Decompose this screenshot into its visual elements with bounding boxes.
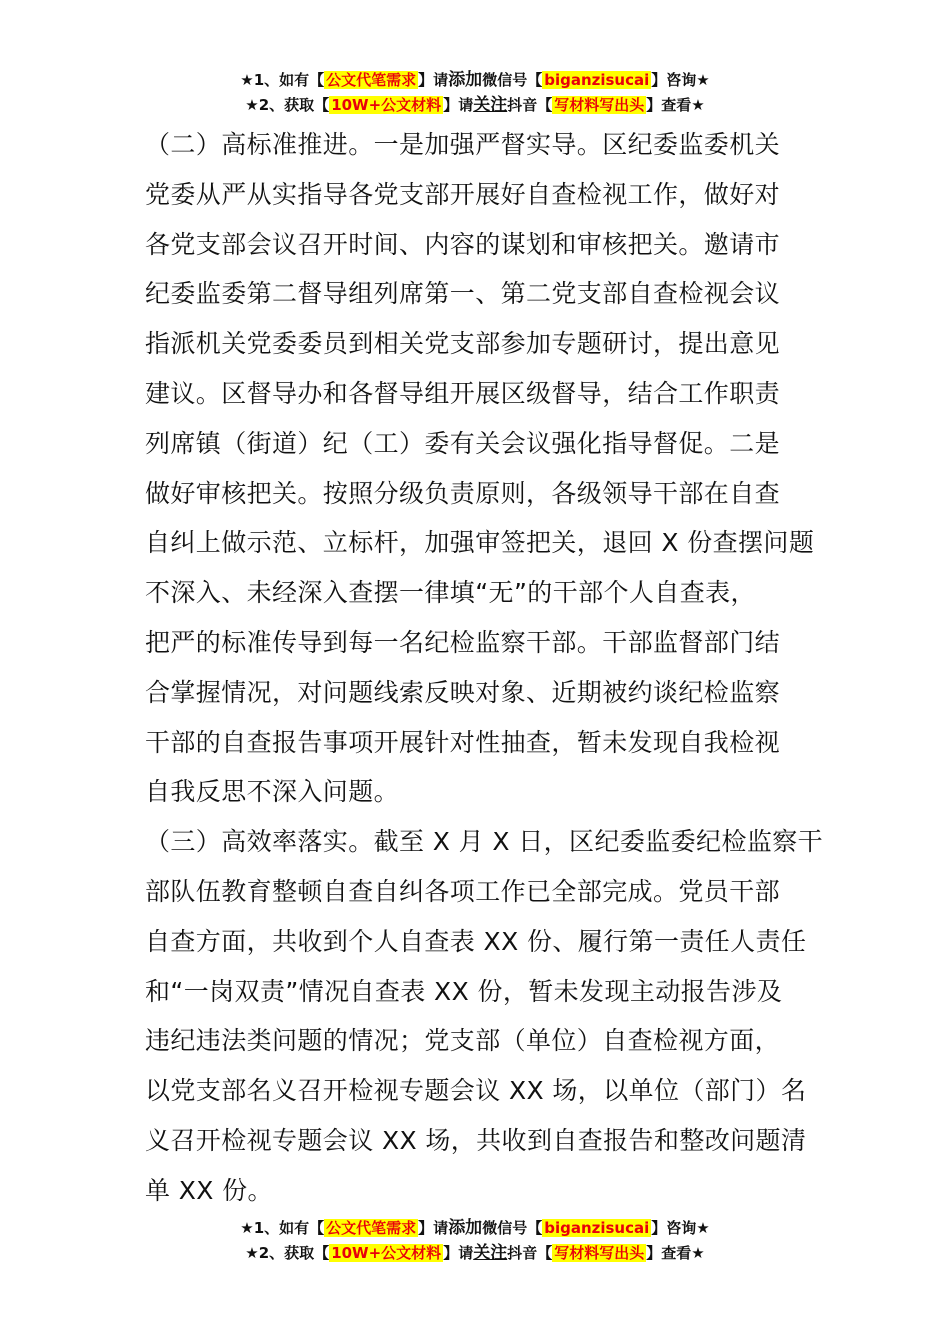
body-line: 纪委监委第二督导组列席第一、第二党支部自查检视会议 [145,279,781,309]
body-line: 不深入、未经深入查摆一律填“无”的干部个人自查表， [145,578,756,608]
body-line: 党委从严从实指导各党支部开展好自查检视工作，做好对 [145,179,781,209]
body-line: 自查方面，共收到个人自查表 XX 份、履行第一责任人责任 [145,926,807,956]
body-line: 自我反思不深入问题。 [145,777,400,807]
promo-text: 】请 [443,1244,474,1262]
promo-text: 】请 [418,1219,449,1237]
body-line: 自纠上做示范、立标杆，加强审签把关，退回 X 份查摆问题 [145,528,815,558]
promo-text: 抖音【 [507,1244,553,1262]
promo-text: 】咨询★ [651,1219,710,1237]
promo-text: ★1、如有【 [240,71,325,89]
promo-highlight-materials: 10W+公文材料 [331,1244,442,1262]
body-line: 建议。区督导办和各督导组开展区级督导，结合工作职责 [145,378,781,408]
promo-line-1 [0,1216,950,1241]
promo-highlight-materials: 10W+公文材料 [331,96,442,114]
body-line: 合掌握情况，对问题线索反映对象、近期被约谈纪检监察 [145,677,781,707]
promo-highlight-wechat: biganzisucai [544,1219,650,1237]
body-line: 以党支部名义召开检视专题会议 XX 场，以单位（部门）名 [145,1076,807,1106]
promo-highlight-douyin: 写材料写出头 [554,96,645,114]
promo-text: 】查看★ [646,1244,705,1262]
promo-line-2 [0,93,950,118]
body-line: 把严的标准传导到每一名纪检监察干部。干部监督部门结 [145,627,781,657]
promo-text: ★2、获取【 [245,96,330,114]
promo-text-emphasis: 关注 [473,95,508,115]
body-line: 和“一岗双责”情况自查表 XX 份，暂未发现主动报告涉及 [145,976,783,1006]
promo-text-emphasis: 添加 [448,1218,483,1238]
body-line: 各党支部会议召开时间、内容的谋划和审核把关。邀请市 [145,229,781,259]
promo-text: 】查看★ [646,96,705,114]
promo-highlight-wechat: biganzisucai [544,71,650,89]
promo-line-2 [0,1241,950,1266]
body-line: （二）高标准推进。一是加强严督实导。区纪委监委机关 [145,130,781,159]
body-line: 列席镇（街道）纪（工）委有关会议强化指导督促。二是 [145,428,781,458]
body-line: 义召开检视专题会议 XX 场，共收到自查报告和整改问题清 [145,1125,807,1155]
body-line: 单 XX 份。 [145,1175,273,1205]
promo-text: ★1、如有【 [240,1219,325,1237]
body-line: 干部的自查报告事项开展针对性抽查，暂未发现自我检视 [145,727,781,757]
promo-highlight-douyin: 写材料写出头 [554,1244,645,1262]
promo-text-emphasis: 关注 [473,1243,508,1263]
promo-footer [0,1216,950,1266]
promo-text: 】咨询★ [651,71,710,89]
promo-header [0,68,950,118]
promo-text: 抖音【 [507,96,553,114]
body-line: 违纪违法类问题的情况；党支部（单位）自查检视方面， [145,1026,781,1056]
promo-text: 】请 [418,71,449,89]
promo-highlight-service: 公文代笔需求 [326,1219,417,1237]
promo-text: ★2、获取【 [245,1244,330,1262]
promo-highlight-service: 公文代笔需求 [326,71,417,89]
body-line: 部队伍教育整顿自查自纠各项工作已全部完成。党员干部 [145,876,781,906]
promo-line-1 [0,68,950,93]
promo-text: 微信号【 [482,1219,543,1237]
body-line: 指派机关党委委员到相关党支部参加专题研讨，提出意见 [145,329,781,359]
promo-text: 微信号【 [482,71,543,89]
promo-text: 】请 [443,96,474,114]
document-body [145,120,824,1216]
body-line: （三）高效率落实。截至 X 月 X 日，区纪委监委纪检监察干 [145,827,824,857]
promo-text-emphasis: 添加 [448,70,483,90]
body-line: 做好审核把关。按照分级负责原则，各级领导干部在自查 [145,478,781,508]
